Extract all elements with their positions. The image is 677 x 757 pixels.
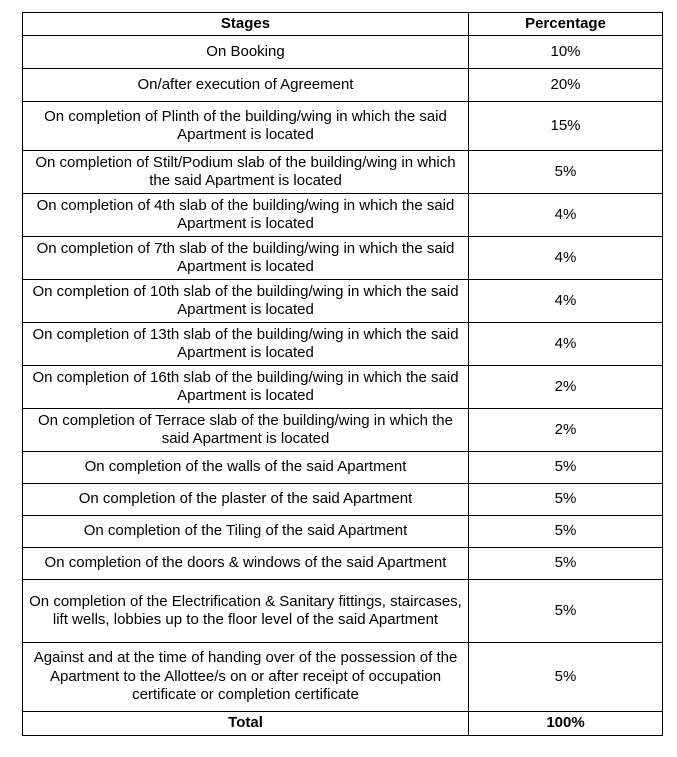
table-row: [23, 580, 663, 643]
table-row: [23, 69, 663, 102]
percentage-cell: 10%: [469, 36, 663, 69]
percentage-cell: 5%: [469, 548, 663, 580]
table-row: [23, 36, 663, 69]
stage-cell: On completion of the plaster of the said Apartment: [23, 484, 469, 516]
table-row: [23, 323, 663, 366]
table-header-row: [23, 13, 663, 36]
stage-cell: Against and at the time of handing over of the possession of the Apartment to the Allottee/s on or after receipt of occupation certificate or completion certificate: [23, 643, 469, 712]
stage-cell: On Booking: [23, 36, 469, 69]
stages-header: Stages: [23, 13, 469, 36]
percentage-cell: 5%: [469, 151, 663, 194]
table-row: [23, 151, 663, 194]
stage-cell: On completion of Plinth of the building/wing in which the said Apartment is located: [23, 102, 469, 151]
table-row: [23, 102, 663, 151]
stage-cell: On completion of the walls of the said Apartment: [23, 452, 469, 484]
stage-cell: On completion of 13th slab of the building/wing in which the said Apartment is located: [23, 323, 469, 366]
table-row: [23, 452, 663, 484]
stage-cell: On/after execution of Agreement: [23, 69, 469, 102]
table-row: [23, 643, 663, 712]
stage-cell: On completion of Stilt/Podium slab of the building/wing in which the said Apartment is located: [23, 151, 469, 194]
stage-cell: On completion of 4th slab of the building/wing in which the said Apartment is located: [23, 194, 469, 237]
table-row: [23, 409, 663, 452]
percentage-cell: 4%: [469, 237, 663, 280]
table-row: [23, 237, 663, 280]
stage-cell: On completion of 16th slab of the building/wing in which the said Apartment is located: [23, 366, 469, 409]
table-row: [23, 548, 663, 580]
percentage-cell: 4%: [469, 323, 663, 366]
percentage-cell: 4%: [469, 194, 663, 237]
percentage-cell: 4%: [469, 280, 663, 323]
stage-cell: On completion of the doors & windows of the said Apartment: [23, 548, 469, 580]
percentage-cell: 5%: [469, 452, 663, 484]
percentage-cell: 5%: [469, 484, 663, 516]
total-row: [23, 712, 663, 736]
table-row: [23, 366, 663, 409]
percentage-cell: 2%: [469, 366, 663, 409]
stage-cell: On completion of the Tiling of the said Apartment: [23, 516, 469, 548]
percentage-cell: 2%: [469, 409, 663, 452]
table-row: [23, 280, 663, 323]
table-row: [23, 484, 663, 516]
percentage-cell: 15%: [469, 102, 663, 151]
table-row: [23, 194, 663, 237]
percentage-header: Percentage: [469, 13, 663, 36]
percentage-cell: 5%: [469, 516, 663, 548]
total-label: Total: [23, 712, 469, 736]
payment-schedule-table: [22, 12, 663, 736]
percentage-cell: 5%: [469, 580, 663, 643]
stage-cell: On completion of 7th slab of the building/wing in which the said Apartment is located: [23, 237, 469, 280]
percentage-cell: 20%: [469, 69, 663, 102]
stage-cell: On completion of 10th slab of the building/wing in which the said Apartment is located: [23, 280, 469, 323]
stage-cell: On completion of Terrace slab of the building/wing in which the said Apartment is located: [23, 409, 469, 452]
stage-cell: On completion of the Electrification & Sanitary fittings, staircases, lift wells, lobbies up to the floor level of the said Apartment: [23, 580, 469, 643]
total-percentage: 100%: [469, 712, 663, 736]
percentage-cell: 5%: [469, 643, 663, 712]
table-row: [23, 516, 663, 548]
